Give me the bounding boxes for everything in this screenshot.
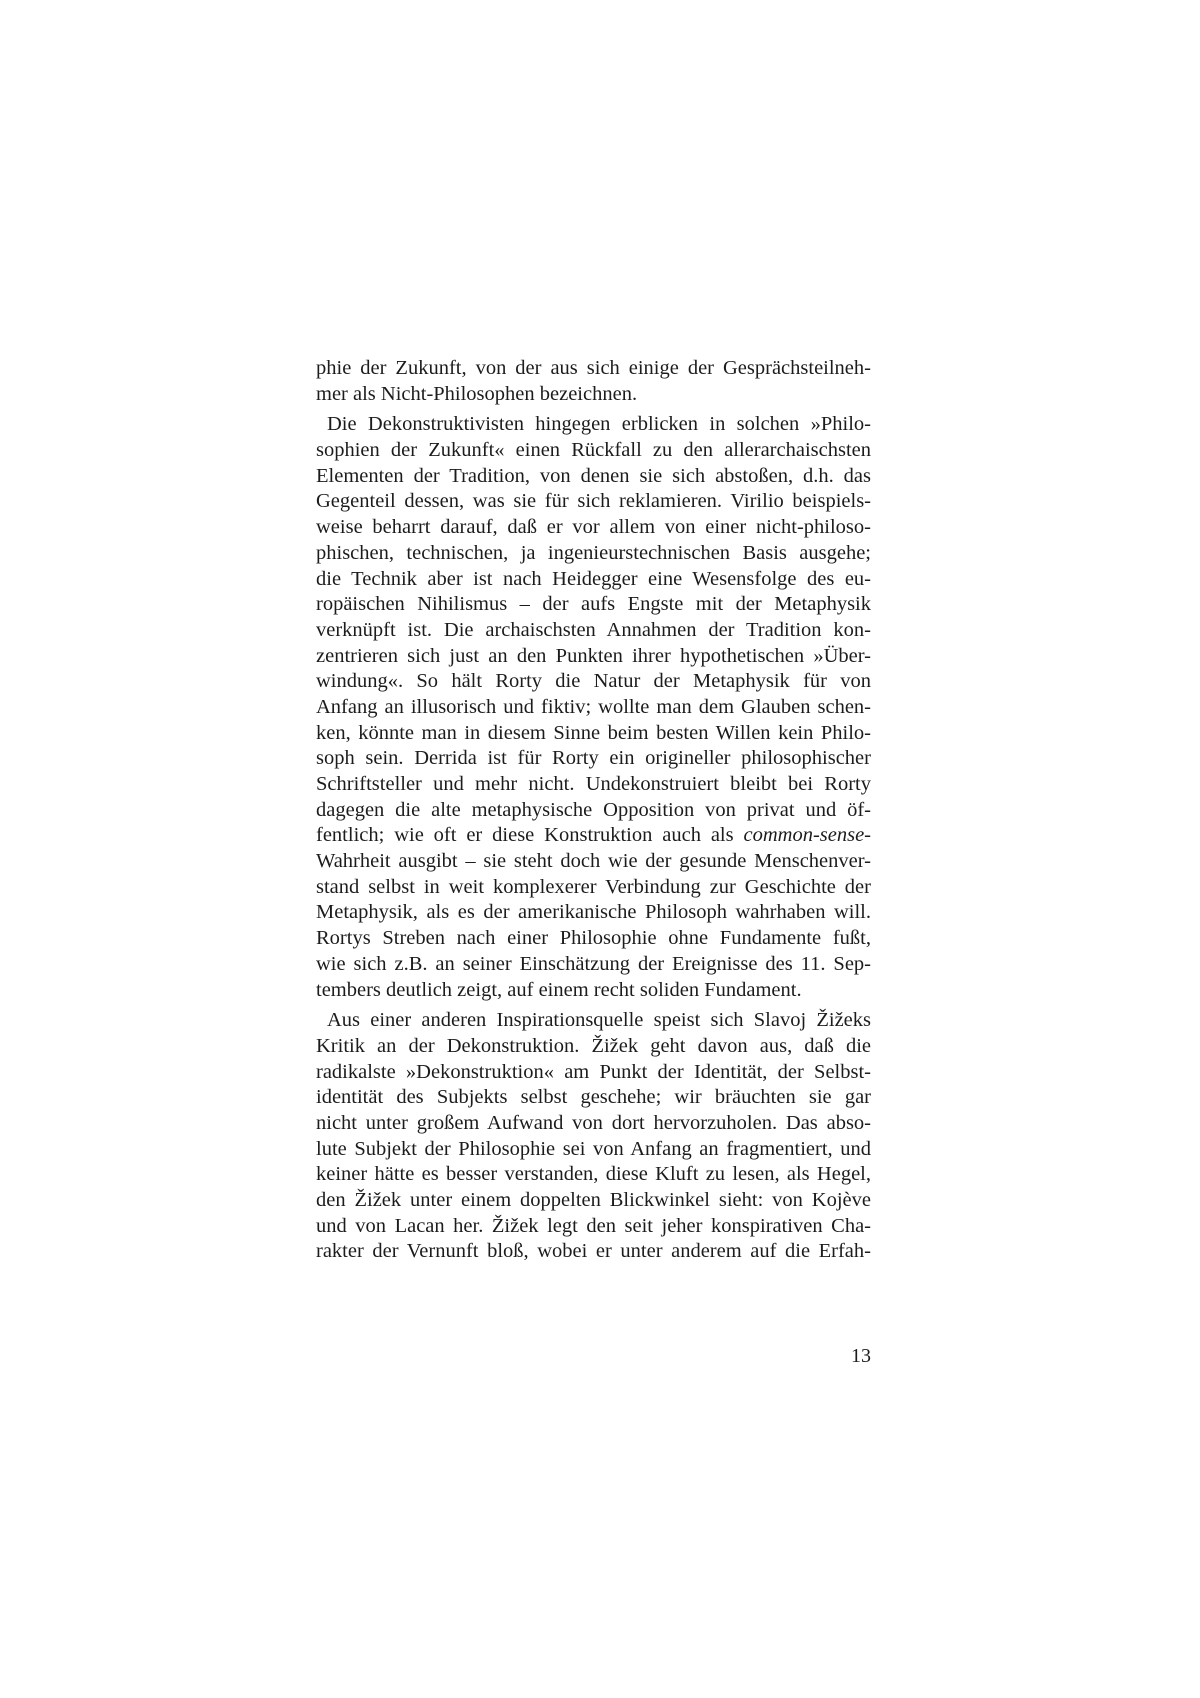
text-line: Wahrheit ausgibt – sie steht doch wie der gesunde Menschenver-: [316, 850, 871, 873]
page-number: 13: [851, 1345, 871, 1367]
text-line: Elementen der Tradition, von denen sie sich abstoßen, d.h. das: [316, 464, 871, 487]
text-line: zentrieren sich just an den Punkten ihrer hypothetischen »Über-: [316, 644, 871, 667]
italic-term: common-sense-: [743, 824, 871, 847]
text-line: den Žižek unter einem doppelten Blickwinkel sieht: von Kojève: [316, 1189, 871, 1211]
text-line: stand selbst in weit komplexerer Verbindung zur Geschichte der: [316, 875, 871, 898]
text-line: lute Subjekt der Philosophie sei von Anfang an fragmentiert, und: [316, 1137, 871, 1160]
text-line-start: fentlich; wie oft er diese Konstruktion auch als: [316, 824, 744, 847]
text-line: soph sein. Derrida ist für Rorty ein origineller philosophischer: [316, 747, 871, 770]
text-line: wie sich z.B. an seiner Einschätzung der Ereignisse des 11. Sep-: [316, 952, 871, 975]
text-line: keiner hätte es besser verstanden, diese Kluft zu lesen, als Hegel,: [316, 1163, 871, 1186]
text-line: Gegenteil dessen, was sie für sich reklamieren. Virilio beispiels-: [316, 490, 871, 513]
text-line: Schriftsteller und mehr nicht. Undekonstruiert bleibt bei Rorty: [316, 773, 871, 795]
text-line: verknüpft ist. Die archaischsten Annahmen der Tradition kon-: [316, 618, 871, 641]
text-line: ken, könnte man in diesem Sinne beim besten Willen kein Philo-: [316, 721, 871, 744]
text-line: phischen, technischen, ja ingenieurstechnischen Basis ausgehe;: [316, 541, 871, 564]
text-line: sophien der Zukunft« einen Rückfall zu den allerarchaischsten: [316, 439, 871, 462]
text-line: rakter der Vernunft bloß, wobei er unter anderem auf die Erfah-: [316, 1240, 871, 1263]
text-line: identität des Subjekts selbst geschehe; wir bräuchten sie gar: [316, 1086, 871, 1109]
text-line: radikalste »Dekonstruktion« am Punkt der Identität, der Selbst-: [316, 1060, 871, 1083]
text-line: nicht unter großem Aufwand von dort hervorzuholen. Das abso-: [316, 1111, 871, 1134]
body-text: [316, 356, 871, 1265]
text-line: tembers deutlich zeigt, auf einem recht soliden Fundament.: [316, 978, 802, 1001]
text-line: Anfang an illusorisch und fiktiv; wollte man dem Glauben schen-: [316, 695, 871, 718]
text-line: Die Dekonstruktivisten hingegen erblicken in solchen »Philo-: [327, 413, 871, 436]
text-line: Aus einer anderen Inspirationsquelle speist sich Slavoj Žižeks: [327, 1009, 871, 1032]
text-line: windung«. So hält Rorty die Natur der Metaphysik für von: [316, 670, 871, 693]
text-line: dagegen die alte metaphysische Opposition von privat und öf-: [316, 798, 871, 821]
text-line: und von Lacan her. Žižek legt den seit jeher konspirativen Cha-: [316, 1214, 871, 1237]
text-line: [316, 823, 871, 849]
text-line: Rortys Streben nach einer Philosophie ohne Fundamente fußt,: [316, 927, 871, 950]
text-line: Kritik an der Dekonstruktion. Žižek geht davon aus, daß die: [316, 1034, 871, 1057]
text-line: phie der Zukunft, von der aus sich einige der Gesprächsteilneh-: [316, 357, 871, 379]
text-line: Metaphysik, als es der amerikanische Philosoph wahrhaben will.: [316, 901, 871, 924]
text-line: die Technik aber ist nach Heidegger eine Wesensfolge des eu-: [316, 567, 871, 590]
text-line: ropäischen Nihilismus – der aufs Engste mit der Metaphysik: [316, 593, 871, 616]
text-line: mer als Nicht-Philosophen bezeichnen.: [316, 382, 638, 405]
text-line: weise beharrt darauf, daß er vor allem von einer nicht-philoso-: [316, 516, 871, 539]
